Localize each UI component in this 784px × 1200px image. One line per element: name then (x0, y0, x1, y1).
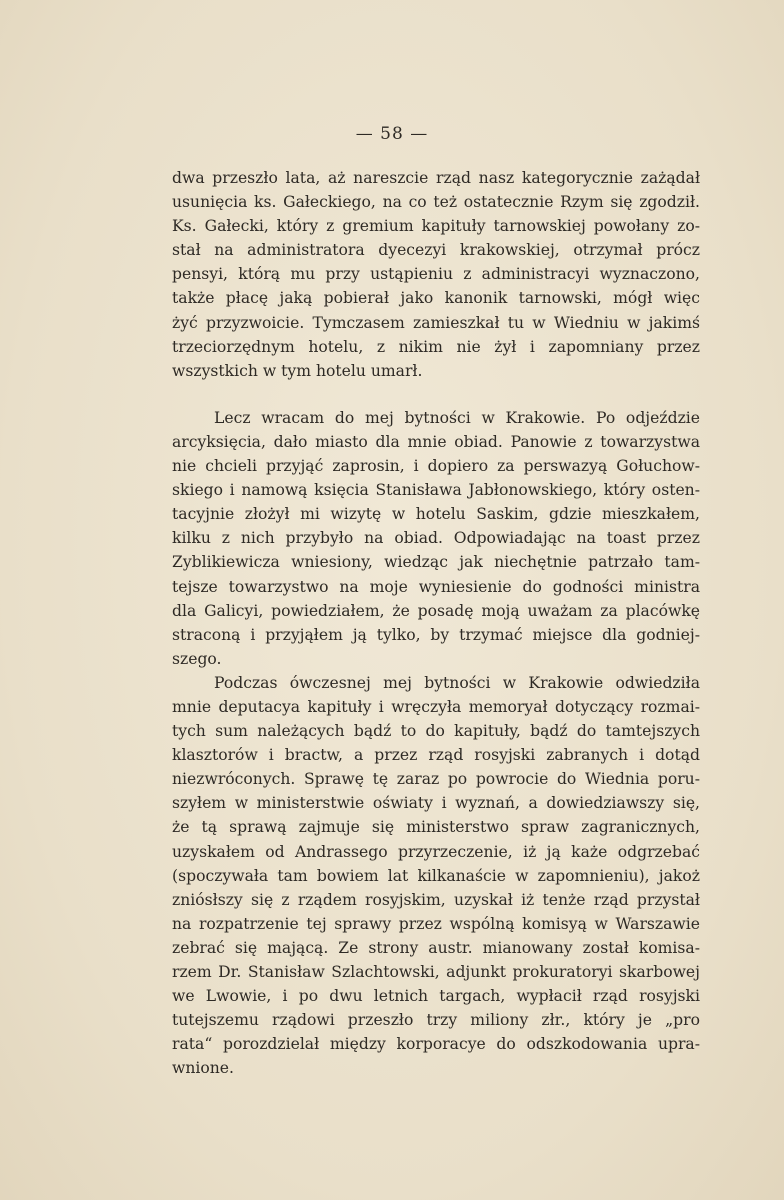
text-line: dla Galicyi, powiedziałem, że posadę moją uważam za placówkę (172, 601, 700, 620)
text-line: Ks. Gałecki, który z gremium kapituły tarnowskiej powołany zo- (172, 217, 700, 236)
paragraph (172, 671, 700, 1081)
text-line: tacyjnie złożył mi wizytę w hotelu Saskim, gdzie mieszkałem, (172, 505, 700, 524)
text-line: straconą i przyjąłem ją tylko, by trzymać miejsce dla godniej- (172, 625, 700, 644)
text-line: we Lwowie, i po dwu letnich targach, wypłacił rząd rosyjski (172, 987, 700, 1006)
text-line: rata“ porozdzielał między korporacye do odszkodowania upra- (172, 1035, 700, 1054)
paragraph (172, 406, 700, 671)
page-number: — 58 — (355, 124, 429, 144)
text-line: kilku z nich przybyło na obiad. Odpowiadając na toast przez (172, 529, 700, 548)
text-line: stał na administratora dyecezyi krakowskiej, otrzymał prócz (172, 241, 700, 260)
text-line: klasztorów i bractw, a przez rząd rosyjski zabranych i dotąd (172, 746, 700, 765)
text-line: tutejszemu rządowi przeszło trzy miliony złr., który je „pro (172, 1011, 700, 1030)
text-line: Zyblikiewicza wniesiony, wiedząc jak niechętnie patrzało tam- (172, 553, 700, 572)
text-line: usunięcia ks. Gałeckiego, na co też ostatecznie Rzym się zgodził. (172, 193, 700, 212)
text-line: na rozpatrzenie tej sprawy przez wspólną komisyą w Warszawie (172, 914, 700, 933)
paragraph-gap (172, 383, 700, 406)
text-line: że tą sprawą zajmuje się ministerstwo spraw zagranicznych, (172, 818, 700, 837)
text-line: dwa przeszło lata, aż nareszcie rząd nasz kategorycznie zażądał (172, 169, 700, 187)
paragraph (172, 166, 700, 383)
text-line: tych sum należących bądź to do kapituły, bądź do tamtejszych (172, 722, 700, 741)
text-line: niezwróconych. Sprawę tę zaraz po powrocie do Wiednia poru- (172, 770, 700, 789)
text-line: mnie deputacya kapituły i wręczyła memoryał dotyczący rozmai- (172, 697, 700, 716)
text-line: skiego i namową księcia Stanisława Jabłonowskiego, który osten- (172, 481, 700, 500)
text-line: Lecz wracam do mej bytności w Krakowie. Po odjeździe (214, 408, 700, 427)
text-line: pensyi, którą mu przy ustąpieniu z administracyi wyznaczono, (172, 265, 700, 284)
text-line: (spoczywała tam bowiem lat kilkanaście w zapomnieniu), jakoż (172, 866, 700, 885)
text-line: wnione. (172, 1059, 234, 1078)
text-line: Podczas ówczesnej mej bytności w Krakowie odwiedziła (214, 673, 700, 692)
text-line: wszystkich w tym hotelu umarł. (172, 361, 423, 380)
text-line: rzem Dr. Stanisław Szlachtowski, adjunkt prokuratoryi skarbowej (172, 963, 700, 981)
text-line: tejsze towarzystwo na moje wyniesienie do godności ministra (172, 577, 700, 596)
text-line: trzeciorzędnym hotelu, z nikim nie żył i zapomniany przez (172, 337, 700, 356)
text-line: szyłem w ministerstwie oświaty i wyznań, a dowiedziawszy się, (172, 794, 700, 813)
text-line: żyć przyzwoicie. Tymczasem zamieszkał tu w Wiedniu w jakimś (172, 313, 700, 332)
text-line: szego. (172, 649, 222, 668)
text-line: także płacę jaką pobierał jako kanonik tarnowski, mógł więc (172, 289, 700, 308)
text-line: nie chcieli przyjąć zaprosin, i dopiero za perswazyą Gołuchow- (172, 457, 700, 476)
text-line: zebrać się mającą. Ze strony austr. mianowany został komisa- (172, 938, 700, 957)
text-line: zniósłszy się z rządem rosyjskim, uzyskał iż tenże rząd przystał (172, 890, 700, 909)
text-line: arcyksięcia, dało miasto dla mnie obiad. Panowie z towarzystwa (172, 432, 700, 451)
text-line: uzyskałem od Andrassego przyrzeczenie, iż ją każe odgrzebać (172, 842, 700, 861)
body-text (172, 166, 700, 1080)
